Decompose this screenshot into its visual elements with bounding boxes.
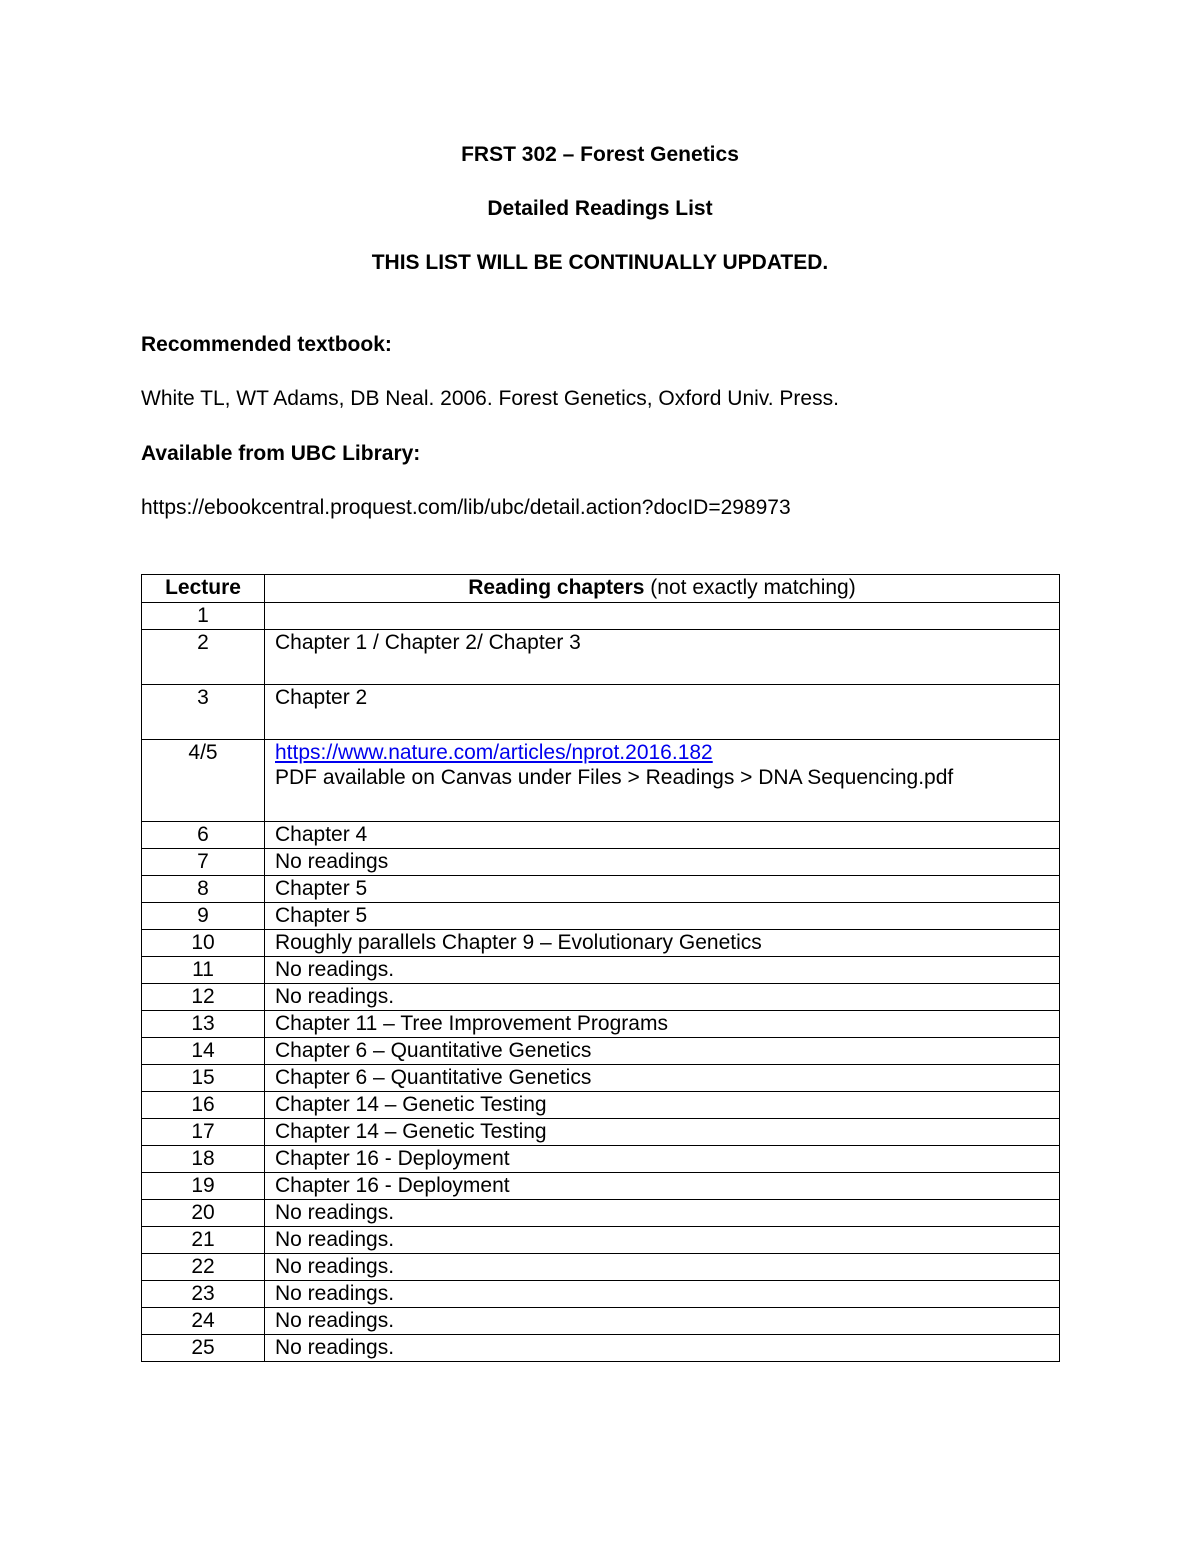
table-row bbox=[142, 740, 1060, 822]
reading-cell: No readings. bbox=[265, 957, 1060, 984]
lecture-cell: 15 bbox=[142, 1065, 265, 1092]
lecture-cell: 9 bbox=[142, 903, 265, 930]
table-row bbox=[142, 1065, 1060, 1092]
document-title: FRST 302 – Forest Genetics bbox=[461, 143, 739, 166]
reading-cell: Chapter 11 – Tree Improvement Programs bbox=[265, 1011, 1060, 1038]
table-row bbox=[142, 1011, 1060, 1038]
library-url[interactable]: https://ebookcentral.proquest.com/lib/ubc/detail.action?docID=298973 bbox=[141, 496, 791, 519]
lecture-cell: 2 bbox=[142, 630, 265, 685]
lecture-header-label: Lecture bbox=[165, 576, 241, 599]
reading-cell: Chapter 14 – Genetic Testing bbox=[265, 1119, 1060, 1146]
reading-cell: Chapter 16 - Deployment bbox=[265, 1173, 1060, 1200]
reading-cell: Chapter 4 bbox=[265, 822, 1060, 849]
lecture-cell: 8 bbox=[142, 876, 265, 903]
library-label: Available from UBC Library: bbox=[141, 442, 421, 465]
lecture-cell: 25 bbox=[142, 1335, 265, 1362]
reading-header-note: (not exactly matching) bbox=[644, 576, 856, 599]
table-row bbox=[142, 1119, 1060, 1146]
reading-cell: No readings. bbox=[265, 984, 1060, 1011]
lecture-cell: 19 bbox=[142, 1173, 265, 1200]
document-subtitle: Detailed Readings List bbox=[487, 197, 713, 220]
table-row bbox=[142, 1281, 1060, 1308]
lecture-cell: 13 bbox=[142, 1011, 265, 1038]
table-row bbox=[142, 630, 1060, 685]
table-row bbox=[142, 957, 1060, 984]
lecture-cell: 1 bbox=[142, 603, 265, 630]
reading-cell: No readings. bbox=[265, 1281, 1060, 1308]
lecture-cell: 10 bbox=[142, 930, 265, 957]
reading-cell: Chapter 5 bbox=[265, 876, 1060, 903]
readings-table bbox=[141, 574, 1060, 1362]
reading-cell: No readings. bbox=[265, 1254, 1060, 1281]
table-row bbox=[142, 876, 1060, 903]
lecture-cell: 6 bbox=[142, 822, 265, 849]
lecture-cell: 20 bbox=[142, 1200, 265, 1227]
table-row bbox=[142, 1092, 1060, 1119]
table-row bbox=[142, 1335, 1060, 1362]
lecture-cell: 21 bbox=[142, 1227, 265, 1254]
textbook-citation: White TL, WT Adams, DB Neal. 2006. Forest Genetics, Oxford Univ. Press. bbox=[141, 387, 839, 410]
reading-column-header bbox=[265, 575, 1060, 603]
lecture-cell: 4/5 bbox=[142, 740, 265, 822]
table-row bbox=[142, 1200, 1060, 1227]
lecture-cell: 23 bbox=[142, 1281, 265, 1308]
reading-cell: Chapter 5 bbox=[265, 903, 1060, 930]
reading-cell: Chapter 16 - Deployment bbox=[265, 1146, 1060, 1173]
reading-cell: Chapter 14 – Genetic Testing bbox=[265, 1092, 1060, 1119]
readings-table-body bbox=[142, 603, 1060, 1362]
table-row bbox=[142, 1254, 1060, 1281]
lecture-cell: 18 bbox=[142, 1146, 265, 1173]
lecture-cell: 24 bbox=[142, 1308, 265, 1335]
reading-header-label: Reading chapters bbox=[468, 576, 645, 599]
lecture-column-header bbox=[142, 575, 265, 603]
lecture-cell: 16 bbox=[142, 1092, 265, 1119]
textbook-label: Recommended textbook: bbox=[141, 333, 392, 356]
update-notice: THIS LIST WILL BE CONTINUALLY UPDATED. bbox=[371, 251, 829, 274]
reading-note: PDF available on Canvas under Files > Readings > DNA Sequencing.pdf bbox=[275, 766, 954, 789]
reading-cell: Chapter 2 bbox=[265, 685, 1060, 740]
table-row bbox=[142, 685, 1060, 740]
lecture-cell: 3 bbox=[142, 685, 265, 740]
article-link[interactable]: https://www.nature.com/articles/nprot.2016.182 bbox=[275, 741, 713, 764]
table-row bbox=[142, 822, 1060, 849]
table-row bbox=[142, 849, 1060, 876]
reading-cell: No readings. bbox=[265, 1227, 1060, 1254]
reading-cell bbox=[265, 740, 1060, 822]
table-row bbox=[142, 1173, 1060, 1200]
table-row bbox=[142, 1308, 1060, 1335]
lecture-cell: 12 bbox=[142, 984, 265, 1011]
reading-cell: Chapter 6 – Quantitative Genetics bbox=[265, 1038, 1060, 1065]
table-row bbox=[142, 903, 1060, 930]
lecture-cell: 11 bbox=[142, 957, 265, 984]
table-row bbox=[142, 1146, 1060, 1173]
reading-cell: Chapter 6 – Quantitative Genetics bbox=[265, 1065, 1060, 1092]
reading-cell: No readings. bbox=[265, 1308, 1060, 1335]
lecture-cell: 7 bbox=[142, 849, 265, 876]
table-row bbox=[142, 930, 1060, 957]
table-row bbox=[142, 1227, 1060, 1254]
lecture-cell: 14 bbox=[142, 1038, 265, 1065]
table-row bbox=[142, 984, 1060, 1011]
reading-cell: Roughly parallels Chapter 9 – Evolutionary Genetics bbox=[265, 930, 1060, 957]
reading-cell: No readings. bbox=[265, 1335, 1060, 1362]
lecture-cell: 22 bbox=[142, 1254, 265, 1281]
lecture-cell: 17 bbox=[142, 1119, 265, 1146]
reading-cell: No readings. bbox=[265, 1200, 1060, 1227]
reading-cell bbox=[265, 603, 1060, 630]
table-header-row bbox=[142, 575, 1060, 603]
table-row bbox=[142, 603, 1060, 630]
reading-cell: Chapter 1 / Chapter 2/ Chapter 3 bbox=[265, 630, 1060, 685]
reading-cell: No readings bbox=[265, 849, 1060, 876]
table-row bbox=[142, 1038, 1060, 1065]
